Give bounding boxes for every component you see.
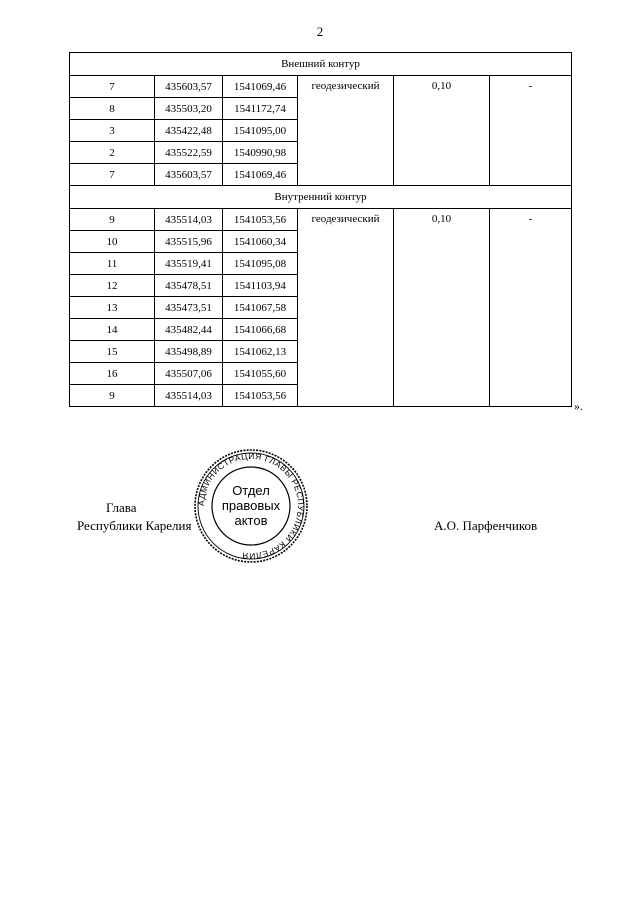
x-coordinate: 435503,20 [155, 98, 223, 120]
y-coordinate: 1541069,46 [223, 164, 298, 186]
table-row [70, 209, 572, 231]
stamp-ring-text: АДМИНИСТРАЦИЯ ГЛАВЫ РЕСПУБЛИКИ КАРЕЛИЯ [195, 450, 307, 562]
x-coordinate: 435603,57 [155, 164, 223, 186]
y-coordinate: 1541062,13 [223, 341, 298, 363]
section-title: Внешний контур [70, 53, 572, 76]
y-coordinate: 1541095,08 [223, 253, 298, 275]
y-coordinate: 1541172,74 [223, 98, 298, 120]
point-number: 8 [70, 98, 155, 120]
y-coordinate: 1541069,46 [223, 76, 298, 98]
stamp-seal [193, 448, 309, 564]
x-coordinate: 435515,96 [155, 231, 223, 253]
y-coordinate: 1541055,60 [223, 363, 298, 385]
point-number: 9 [70, 209, 155, 231]
x-coordinate: 435482,44 [155, 319, 223, 341]
y-coordinate: 1541053,56 [223, 385, 298, 407]
x-coordinate: 435514,03 [155, 385, 223, 407]
point-number: 3 [70, 120, 155, 142]
y-coordinate: 1541053,56 [223, 209, 298, 231]
boundary-description: - [490, 76, 572, 186]
point-number: 16 [70, 363, 155, 385]
point-number: 12 [70, 275, 155, 297]
section-header-row [70, 186, 572, 209]
stamp-line-3: актов [234, 513, 268, 528]
boundary-description: - [490, 209, 572, 407]
table-row [70, 76, 572, 98]
x-coordinate: 435507,06 [155, 363, 223, 385]
point-number: 13 [70, 297, 155, 319]
point-number: 7 [70, 164, 155, 186]
signatory-name: А.О. Парфенчиков [434, 518, 538, 533]
coordinates-table [69, 52, 572, 407]
y-coordinate: 1541060,34 [223, 231, 298, 253]
section-header-row [70, 53, 572, 76]
y-coordinate: 1541095,00 [223, 120, 298, 142]
signature-title-line1: Глава [106, 500, 137, 515]
y-coordinate: 1541066,68 [223, 319, 298, 341]
x-coordinate: 435522,59 [155, 142, 223, 164]
point-number: 2 [70, 142, 155, 164]
x-coordinate: 435498,89 [155, 341, 223, 363]
x-coordinate: 435478,51 [155, 275, 223, 297]
closing-quote-mark: ». [574, 399, 583, 413]
signature-title-line2: Республики Карелия [77, 518, 192, 533]
point-number: 14 [70, 319, 155, 341]
point-number: 10 [70, 231, 155, 253]
section-title: Внутренний контур [70, 186, 572, 209]
accuracy-value: 0,10 [394, 76, 490, 186]
determination-method: геодезический [298, 76, 394, 186]
page-number: 2 [316, 24, 324, 39]
point-number: 7 [70, 76, 155, 98]
stamp-line-1: Отдел [232, 483, 270, 498]
determination-method: геодезический [298, 209, 394, 407]
x-coordinate: 435514,03 [155, 209, 223, 231]
x-coordinate: 435519,41 [155, 253, 223, 275]
x-coordinate: 435603,57 [155, 76, 223, 98]
x-coordinate: 435422,48 [155, 120, 223, 142]
point-number: 9 [70, 385, 155, 407]
x-coordinate: 435473,51 [155, 297, 223, 319]
y-coordinate: 1541103,94 [223, 275, 298, 297]
accuracy-value: 0,10 [394, 209, 490, 407]
point-number: 15 [70, 341, 155, 363]
y-coordinate: 1541067,58 [223, 297, 298, 319]
y-coordinate: 1540990,98 [223, 142, 298, 164]
point-number: 11 [70, 253, 155, 275]
stamp-line-2: правовых [221, 498, 281, 513]
